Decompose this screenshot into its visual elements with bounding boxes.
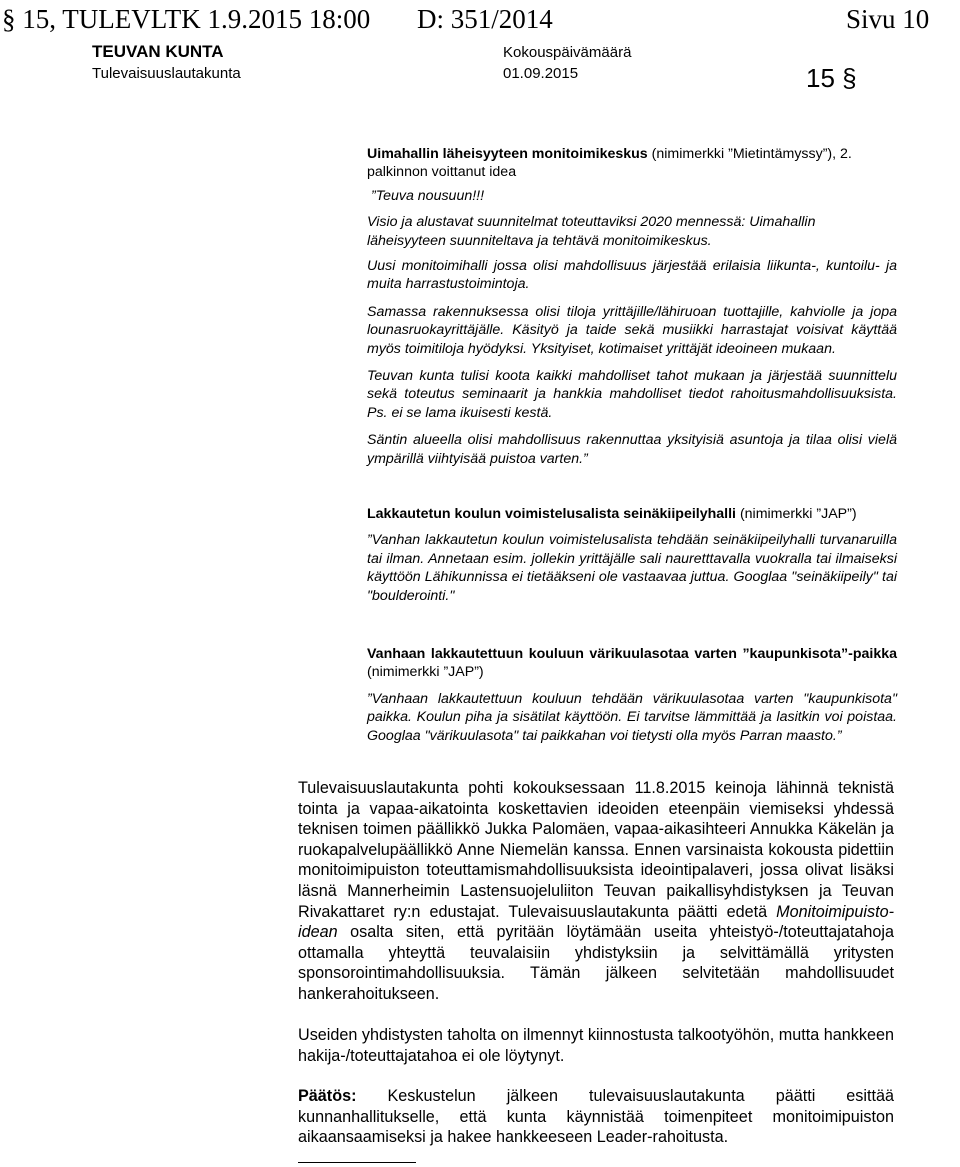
top-bar-record: D: 351/2014: [417, 4, 553, 34]
idea-3-title-rest: (nimimerkki ”JAP”): [367, 664, 484, 681]
idea-1-title-rest: (nimimerkki ”Mietintämyssy”), 2.: [647, 146, 852, 162]
body-paragraph-1: [298, 778, 894, 1005]
idea-2-title: [367, 505, 897, 523]
section-number: 15 §: [806, 63, 857, 93]
meeting-date: 01.09.2015: [503, 65, 579, 82]
board-name: Tulevaisuuslautakunta: [92, 65, 241, 82]
idea-3: [367, 645, 897, 745]
idea-1-paragraph-5: Säntin alueella olisi mahdollisuus rakennuttaa yksityisiä asuntoja ja tilaa olisi vielä ympärillä viihtyisää puistoa varten.”: [367, 432, 897, 467]
idea-1-title-line2: palkinnon voittanut idea: [367, 164, 517, 181]
idea-2-title-rest: (nimimerkki ”JAP”): [736, 506, 857, 522]
idea-1-paragraph-4: Teuvan kunta tulisi koota kaikki mahdolliset tahot mukaan ja järjestää suunnittelu sekä toteutus seminaarit ja hankkia mahdolliset tiedot rahoitusmahdollisuuksista. Ps. ei se lama ikuisesti kestä.: [367, 368, 897, 421]
idea-1-paragraph-3: Samassa rakennuksessa olisi tiloja yrittäjille/lähiruoan tuottajille, kahviolle ja jopa lounasruokayrittäjälle. Käsityö ja taide sekä musiikki harrastajat voisivat käyttää myös toimitiloja hyödyksi. Yksityiset, kotimaiset yrittäjät ideoineen mukaan.: [367, 303, 897, 357]
top-bar-page: Sivu 10: [846, 4, 930, 34]
organization-name: TEUVAN KUNTA: [92, 42, 224, 61]
meeting-date-label: Kokouspäivämäärä: [503, 44, 632, 61]
idea-1-paragraph-1: Visio ja alustavat suunnitelmat toteuttaviksi 2020 mennessä: Uimahallin läheisyyteen suunniteltava ja tehtävä monitoimikeskus.: [367, 214, 816, 249]
idea-2-text: ”Vanhan lakkautetun koulun voimistelusalista tehdään seinäkiipeilyhalli turvanaruilla tai ilman. Annetaan esim. jollekin yrittäjälle sali nauretttavalla vuokralla tai ilmaiseksi käyttöön Lähikunnissa ei tietääkseni ole vastaavaa juttua. Googlaa "seinäkiipeily" tai "boulderointi.": [367, 532, 897, 604]
decision-paragraph: [298, 1086, 894, 1148]
idea-1-title-bold: Uimahallin läheisyyteen monitoimikeskus: [367, 146, 648, 162]
body-paragraph-1-emphasis: Monitoimipuisto-idean: [298, 902, 894, 942]
body-paragraph-1-a: Tulevaisuuslautakunta pohti kokouksessaan 11.8.2015 keinoja lähinnä teknistä tointa ja vapaa-aikatointa koskettavien ideoiden eteenpäin viemiseksi yhdessä teknisen toimen päällikkö Jukka Palomäen, vapaa-aikasihteeri Annukka Käkelän ja ruokapalvelupäällikkö Anne Niemelän kanssa. Ennen varsinaista kokousta pidettiin monitoimipuiston toteuttamismahdollisuuksista ideointipalaveri, jossa olivat lisäksi läsnä Mannerheimin Lastensuojeluliiton Teuvan paikallisyhdistyksen ja Teuvan Rivakattaret ry:n edustajat. Tulevaisuuslautakunta päätti edetä: [298, 779, 894, 921]
idea-2: [367, 505, 897, 605]
idea-2-title-bold: Lakkautetun koulun voimistelusalista seinäkiipeilyhalli: [367, 506, 736, 522]
body-paragraph-2-text: Useiden yhdistysten taholta on ilmennyt kiinnostusta talkootyöhön, mutta hankkeen hakija-/toteuttajatahoa ei ole löytynyt.: [298, 1026, 894, 1065]
idea-1-slogan: ”Teuva nousuun!!!: [371, 187, 485, 204]
top-bar-section: § 15, TULEVLTK 1.9.2015 18:00: [2, 4, 371, 34]
body-paragraph-2: [298, 1025, 894, 1066]
idea-1: [367, 145, 897, 468]
document-top-bar: [0, 2, 960, 36]
idea-3-text: ”Vanhaan lakkautettuun kouluun tehdään värikuulasotaa varten "kaupunkisota" paikka. Koulun piha ja sisätilat käyttöön. Ei tarvitse lämmittää ja lasitkin voi poistaa. Googlaa "värikuulasota" tai paikkahan voi tietysti olla myös Parran maasto.”: [367, 690, 897, 744]
body-paragraph-1-b: osalta siten, että pyritään löytämään useita yhteistyö-/toteuttajatahoja ottamalla yhteyttä teuvalaisiin yhdistyksiin ja selvittämällä yritysten sponsorointimahdollisuuksia. Tämän jälkeen selvitetään mahdollisuudet hankerahoitukseen.: [298, 923, 894, 1003]
idea-3-title-bold: Vanhaan lakkautettuun kouluun värikuulasotaa varten ”kaupunkisota”-paikka: [367, 646, 897, 662]
decision-label: Päätös:: [298, 1087, 357, 1105]
idea-1-title: [367, 145, 897, 182]
idea-1-paragraph-2: Uusi monitoimihalli jossa olisi mahdollisuus järjestää erilaisia liikunta-, kuntoilu- ja muita harrastustoimintoja.: [367, 258, 897, 293]
decision-text: Keskustelun jälkeen tulevaisuuslautakunta päätti esittää kunnanhallitukselle, että kunta käynnistää toimenpiteet monitoimipuiston aikaansaamiseksi ja hakee hankkeeseen Leader-rahoitusta.: [298, 1087, 895, 1147]
idea-3-title: [367, 645, 897, 682]
signature-line: [298, 1162, 416, 1163]
